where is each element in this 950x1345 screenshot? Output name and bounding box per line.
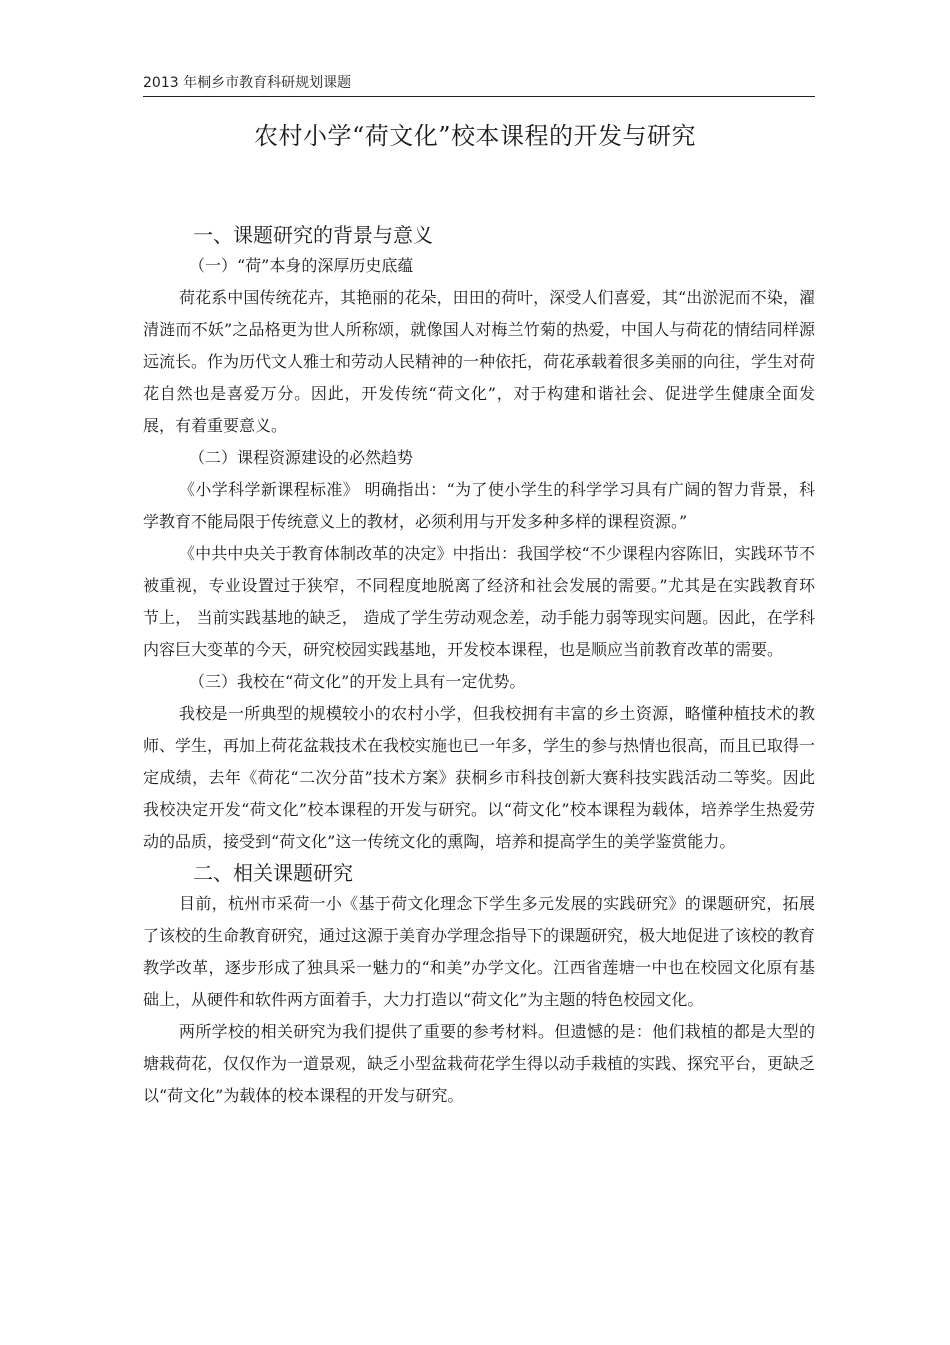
document-body	[143, 220, 815, 1112]
section-2-paragraph-2: 两所学校的相关研究为我们提供了重要的参考材料。但遗憾的是：他们栽植的都是大型的塘栽荷花，仅仅作为一道景观，缺乏小型盆栽荷花学生得以动手栽植的实践、探究平台，更缺乏以“荷文化”为载体的校本课程的开发与研究。	[143, 1022, 816, 1105]
section-1-2-heading: （二）课程资源建设的必然趋势	[189, 448, 414, 467]
document-title: 农村小学“荷文化”校本课程的开发与研究	[253, 122, 697, 150]
section-1-heading: 一、课题研究的背景与意义	[193, 223, 433, 247]
section-1-2-paragraph-1: 《小学科学新课程标准》 明确指出：“为了使小学生的科学学习具有广阔的智力背景，科学教育不能局限于传统意义上的教材，必须利用与开发多种多样的课程资源。”	[143, 480, 815, 531]
section-1-1-heading: （一）“荷”本身的深厚历史底蕴	[189, 256, 414, 275]
header-text: 2013 年桐乡市教育科研规划课题	[143, 75, 352, 91]
section-2-heading: 二、相关课题研究	[193, 861, 353, 885]
section-2-paragraph-1: 目前，杭州市采荷一小《基于荷文化理念下学生多元发展的实践研究》的课题研究，拓展了该校的生命教育研究，通过这源于美育办学理念指导下的课题研究，极大地促进了该校的教育教学改革，逐步形成了独具采一魅力的“和美”办学文化。江西省莲塘一中也在校园文化原有基础上，从硬件和软件两方面着手，大力打造以“荷文化”为主题的特色校园文化。	[143, 894, 816, 1009]
section-1-2-paragraph-2: 《中共中央关于教育体制改革的决定》中指出：我国学校“不少课程内容陈旧，实践环节不被重视，专业设置过于狭窄，不同程度地脱离了经济和社会发展的需要。”尤其是在实践教育环节上， 当前实践基地的缺乏， 造成了学生劳动观念差，动手能力弱等现实问题。因此，在学科内容巨大变革的今天，研究校园实践基地，开发校本课程，也是顺应当前教育改革的需要。	[143, 544, 815, 659]
section-1-3-heading: （三）我校在“荷文化”的开发上具有一定优势。	[189, 672, 526, 691]
section-1-1-paragraph: 荷花系中国传统花卉，其艳丽的花朵，田田的荷叶，深受人们喜爱，其“出淤泥而不染，濯清涟而不妖”之品格更为世人所称颂，就像国人对梅兰竹菊的热爱，中国人与荷花的情结同样源远流长。作为历代文人雅士和劳动人民精神的一种依托，荷花承载着很多美丽的向往，学生对荷花自然也是喜爱万分。因此，开发传统“荷文化”，对于构建和谐社会、促进学生健康全面发展，有着重要意义。	[143, 288, 816, 435]
page-header	[143, 72, 815, 97]
section-1-3-paragraph: 我校是一所典型的规模较小的农村小学，但我校拥有丰富的乡土资源，略懂种植技术的教师、学生，再加上荷花盆栽技术在我校实施也已一年多，学生的参与热情也很高，而且已取得一定成绩，去年《荷花“二次分苗”技术方案》获桐乡市科技创新大赛科技实践活动二等奖。因此我校决定开发“荷文化”校本课程的开发与研究。以“荷文化”校本课程为载体，培养学生热爱劳动的品质，接受到“荷文化”这一传统文化的熏陶，培养和提高学生的美学鉴赏能力。	[143, 704, 816, 851]
